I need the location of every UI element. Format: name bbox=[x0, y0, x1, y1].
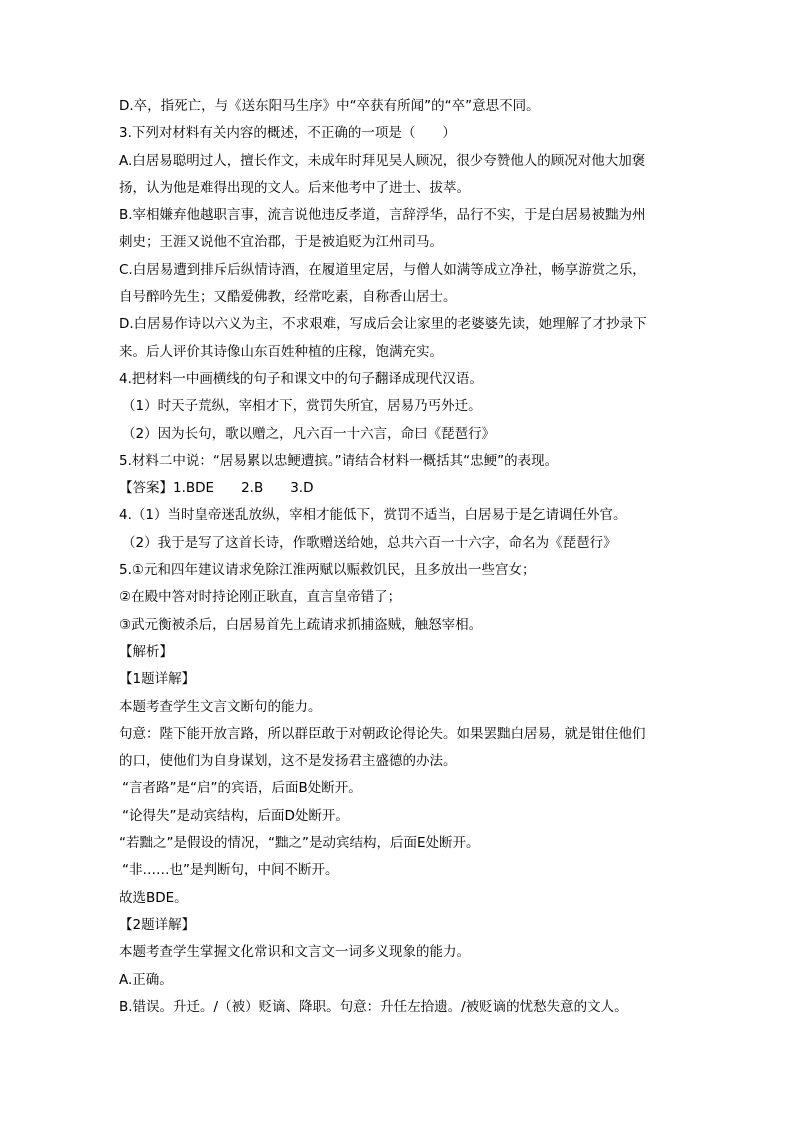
detail-2-intro: 本题考查学生掌握文化常识和文言文一词多义现象的能力。 bbox=[119, 944, 470, 961]
detail-1-meaning-2: 的口，使他们为自身谋划，这不是发扬君主盛德的办法。 bbox=[119, 753, 457, 770]
answer-4-item-2: （2）我于是写了这首长诗，作歌赠送给她，总共六百一十六字，命名为《琵琶行》 bbox=[122, 534, 617, 551]
analysis-heading: 【解析】 bbox=[119, 643, 173, 660]
detail-2-a: A.正确。 bbox=[119, 971, 173, 988]
detail-1-point-1: “言者路”是“启”的宾语，后面B处断开。 bbox=[122, 780, 362, 797]
answer-5-item-1: 5.①元和四年建议请求免除江淮两赋以赈救饥民，且多放出一些宫女； bbox=[119, 562, 536, 579]
document-body bbox=[119, 93, 679, 1021]
question-4: 4.把材料一中画横线的句子和课文中的句子翻译成现代汉语。 bbox=[119, 370, 483, 387]
answer-5-item-3: ③武元衡被杀后，白居易首先上疏请求抓捕盗贼，触怒宰相。 bbox=[119, 616, 483, 633]
option-d2-line-1: D.白居易作诗以六义为主，不求艰难，写成后会让家里的老婆婆先读，她理解了才抄录下 bbox=[119, 316, 647, 333]
detail-1-point-4: “非……也”是判断句，中间不断开。 bbox=[122, 862, 339, 879]
answer-4-item-1: 4.（1）当时皇帝迷乱放纵，宰相才能低下，赏罚不适当，白居易于是乞请调任外官。 bbox=[119, 507, 627, 524]
question-5: 5.材料二中说：“居易累以忠鲠遭摈。”请结合材料一概括其“忠鲠”的表现。 bbox=[119, 452, 559, 469]
option-b-line-1: B.宰相嫌弃他越职言事，流言说他违反孝道，言辞浮华，品行不实，于是白居易被黜为州 bbox=[119, 207, 646, 224]
answer-5-item-2: ②在殿中答对时持论刚正耿直，直言皇帝错了； bbox=[119, 589, 402, 606]
detail-1-point-3: “若黜之”是假设的情况，“黜之”是动宾结构，后面E处断开。 bbox=[119, 835, 480, 852]
question-4-item-2: （2）因为长句，歌以赠之，凡六百一十六言，命曰《琵琶行》 bbox=[122, 425, 496, 442]
option-a-line-2: 扬，认为他是难得出现的文人。后来他考中了进士、拔萃。 bbox=[119, 179, 470, 196]
option-c-line-2: 自号醉吟先生；又酷爱佛教，经常吃素，自称香山居士。 bbox=[119, 289, 457, 306]
detail-1-point-2: “论得失”是动宾结构，后面D处断开。 bbox=[122, 807, 349, 824]
option-a-line-1: A.白居易聪明过人，擅长作文，未成年时拜见吴人顾况，很少夸赞他人的顾况对他大加褒 bbox=[119, 152, 646, 169]
detail-1-meaning-1: 句意：陛下能开放言路，所以群臣敢于对朝政论得论失。如果罢黜白居易，就是钳住他们 bbox=[119, 725, 646, 742]
detail-2-heading: 【2题详解】 bbox=[119, 916, 196, 933]
option-c-line-1: C.白居易遭到排斥后纵情诗酒，在履道里定居，与僧人如满等成立净社，畅享游赏之乐， bbox=[119, 261, 646, 278]
option-d2-line-2: 来。后人评价其诗像山东百姓种植的庄稼，饱满充实。 bbox=[119, 343, 443, 360]
detail-1-conclusion: 故选BDE。 bbox=[119, 889, 188, 906]
detail-2-b: B.错误。升迁。/（被）贬谪、降职。句意：升任左拾遗。/被贬谪的忧愁失意的文人。 bbox=[119, 998, 628, 1015]
answer-heading: 【答案】1.BDE 2.B 3.D bbox=[119, 480, 314, 497]
question-3: 3.下列对材料有关内容的概述，不正确的一项是（ ） bbox=[119, 125, 456, 142]
detail-1-heading: 【1题详解】 bbox=[119, 671, 196, 688]
option-b-line-2: 刺史；王涯又说他不宜治郡，于是被追贬为江州司马。 bbox=[119, 234, 443, 251]
option-d-line: D.卒，指死亡，与《送东阳马生序》中“卒获有所闻”的“卒”意思不同。 bbox=[119, 98, 540, 114]
question-4-item-1: （1）时天子荒纵，宰相才下，赏罚失所宜，居易乃丐外迁。 bbox=[122, 398, 482, 415]
detail-1-intro: 本题考查学生文言文断句的能力。 bbox=[119, 698, 322, 715]
